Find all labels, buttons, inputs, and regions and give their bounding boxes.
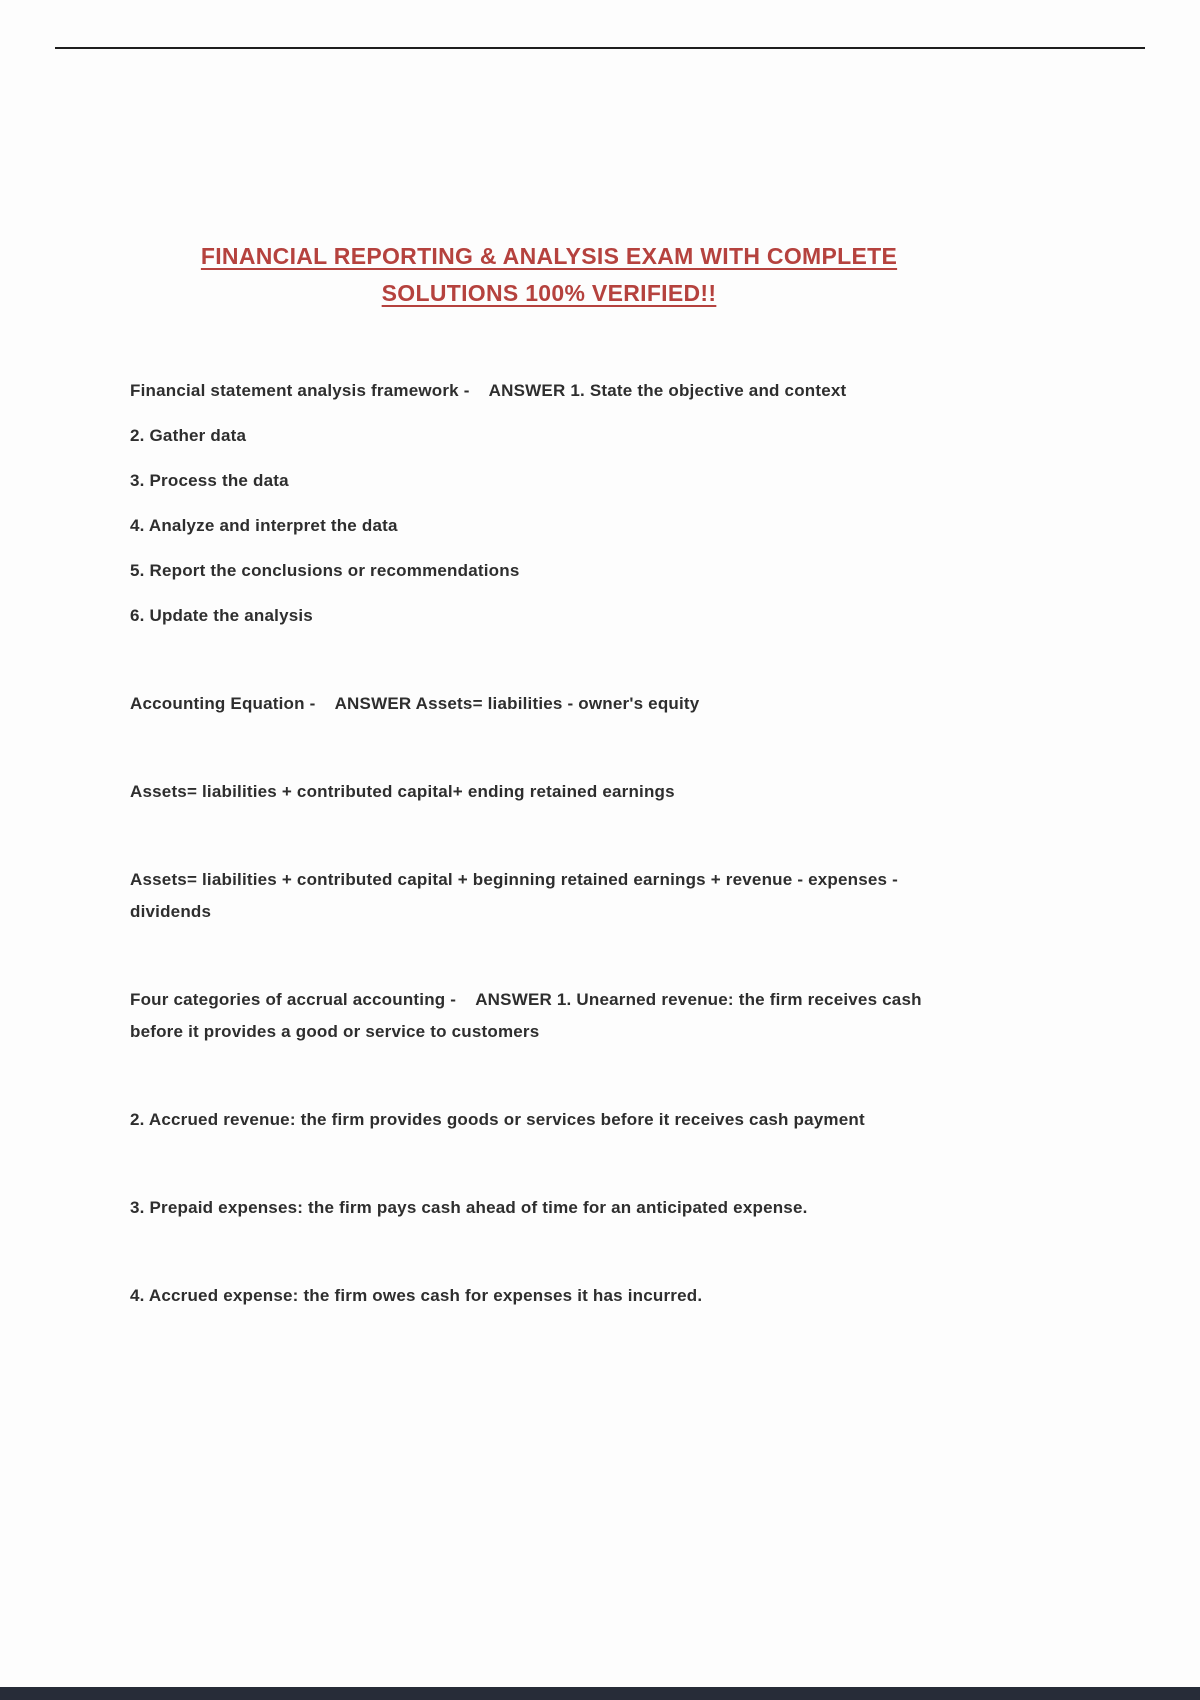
- paragraph-framework-step-2: 2. Gather data: [130, 426, 247, 445]
- paragraph-framework-step-6: 6. Update the analysis: [130, 606, 313, 625]
- paragraph-accrual-item-4: 4. Accrued expense: the firm owes cash for expenses it has incurred.: [130, 1286, 703, 1305]
- bottom-bar: [0, 1687, 1200, 1700]
- paragraph-framework-step-3: 3. Process the data: [130, 471, 289, 490]
- paragraph-framework-answer: Financial statement analysis framework - ANSWER 1. State the objective and context: [130, 381, 847, 400]
- paragraph-framework-step-4: 4. Analyze and interpret the data: [130, 516, 398, 535]
- paragraph-accounting-equation: Accounting Equation - ANSWER Assets= liabilities - owner's equity: [130, 694, 700, 713]
- paragraph-framework-step-5: 5. Report the conclusions or recommendations: [130, 561, 520, 580]
- paragraph-accrual-item-3: 3. Prepaid expenses: the firm pays cash ahead of time for an anticipated expense.: [130, 1198, 808, 1217]
- title-line-2: SOLUTIONS 100% VERIFIED!!: [381, 280, 717, 306]
- paragraph-accrual-answer: Four categories of accrual accounting - ANSWER 1. Unearned revenue: the firm receives cash before it provides a good or service to customers: [130, 990, 927, 1041]
- paragraph-equation-expanded-2: Assets= liabilities + contributed capital + beginning retained earnings + revenue - expenses - dividends: [130, 870, 903, 921]
- paragraph-equation-expanded-1: Assets= liabilities + contributed capital+ ending retained earnings: [130, 782, 675, 801]
- paragraph-accrual-item-2: 2. Accrued revenue: the firm provides goods or services before it receives cash payment: [130, 1110, 865, 1129]
- document-title: [130, 238, 968, 312]
- page-content: [130, 0, 968, 1312]
- title-line-1: FINANCIAL REPORTING & ANALYSIS EXAM WITH COMPLETE: [200, 243, 898, 269]
